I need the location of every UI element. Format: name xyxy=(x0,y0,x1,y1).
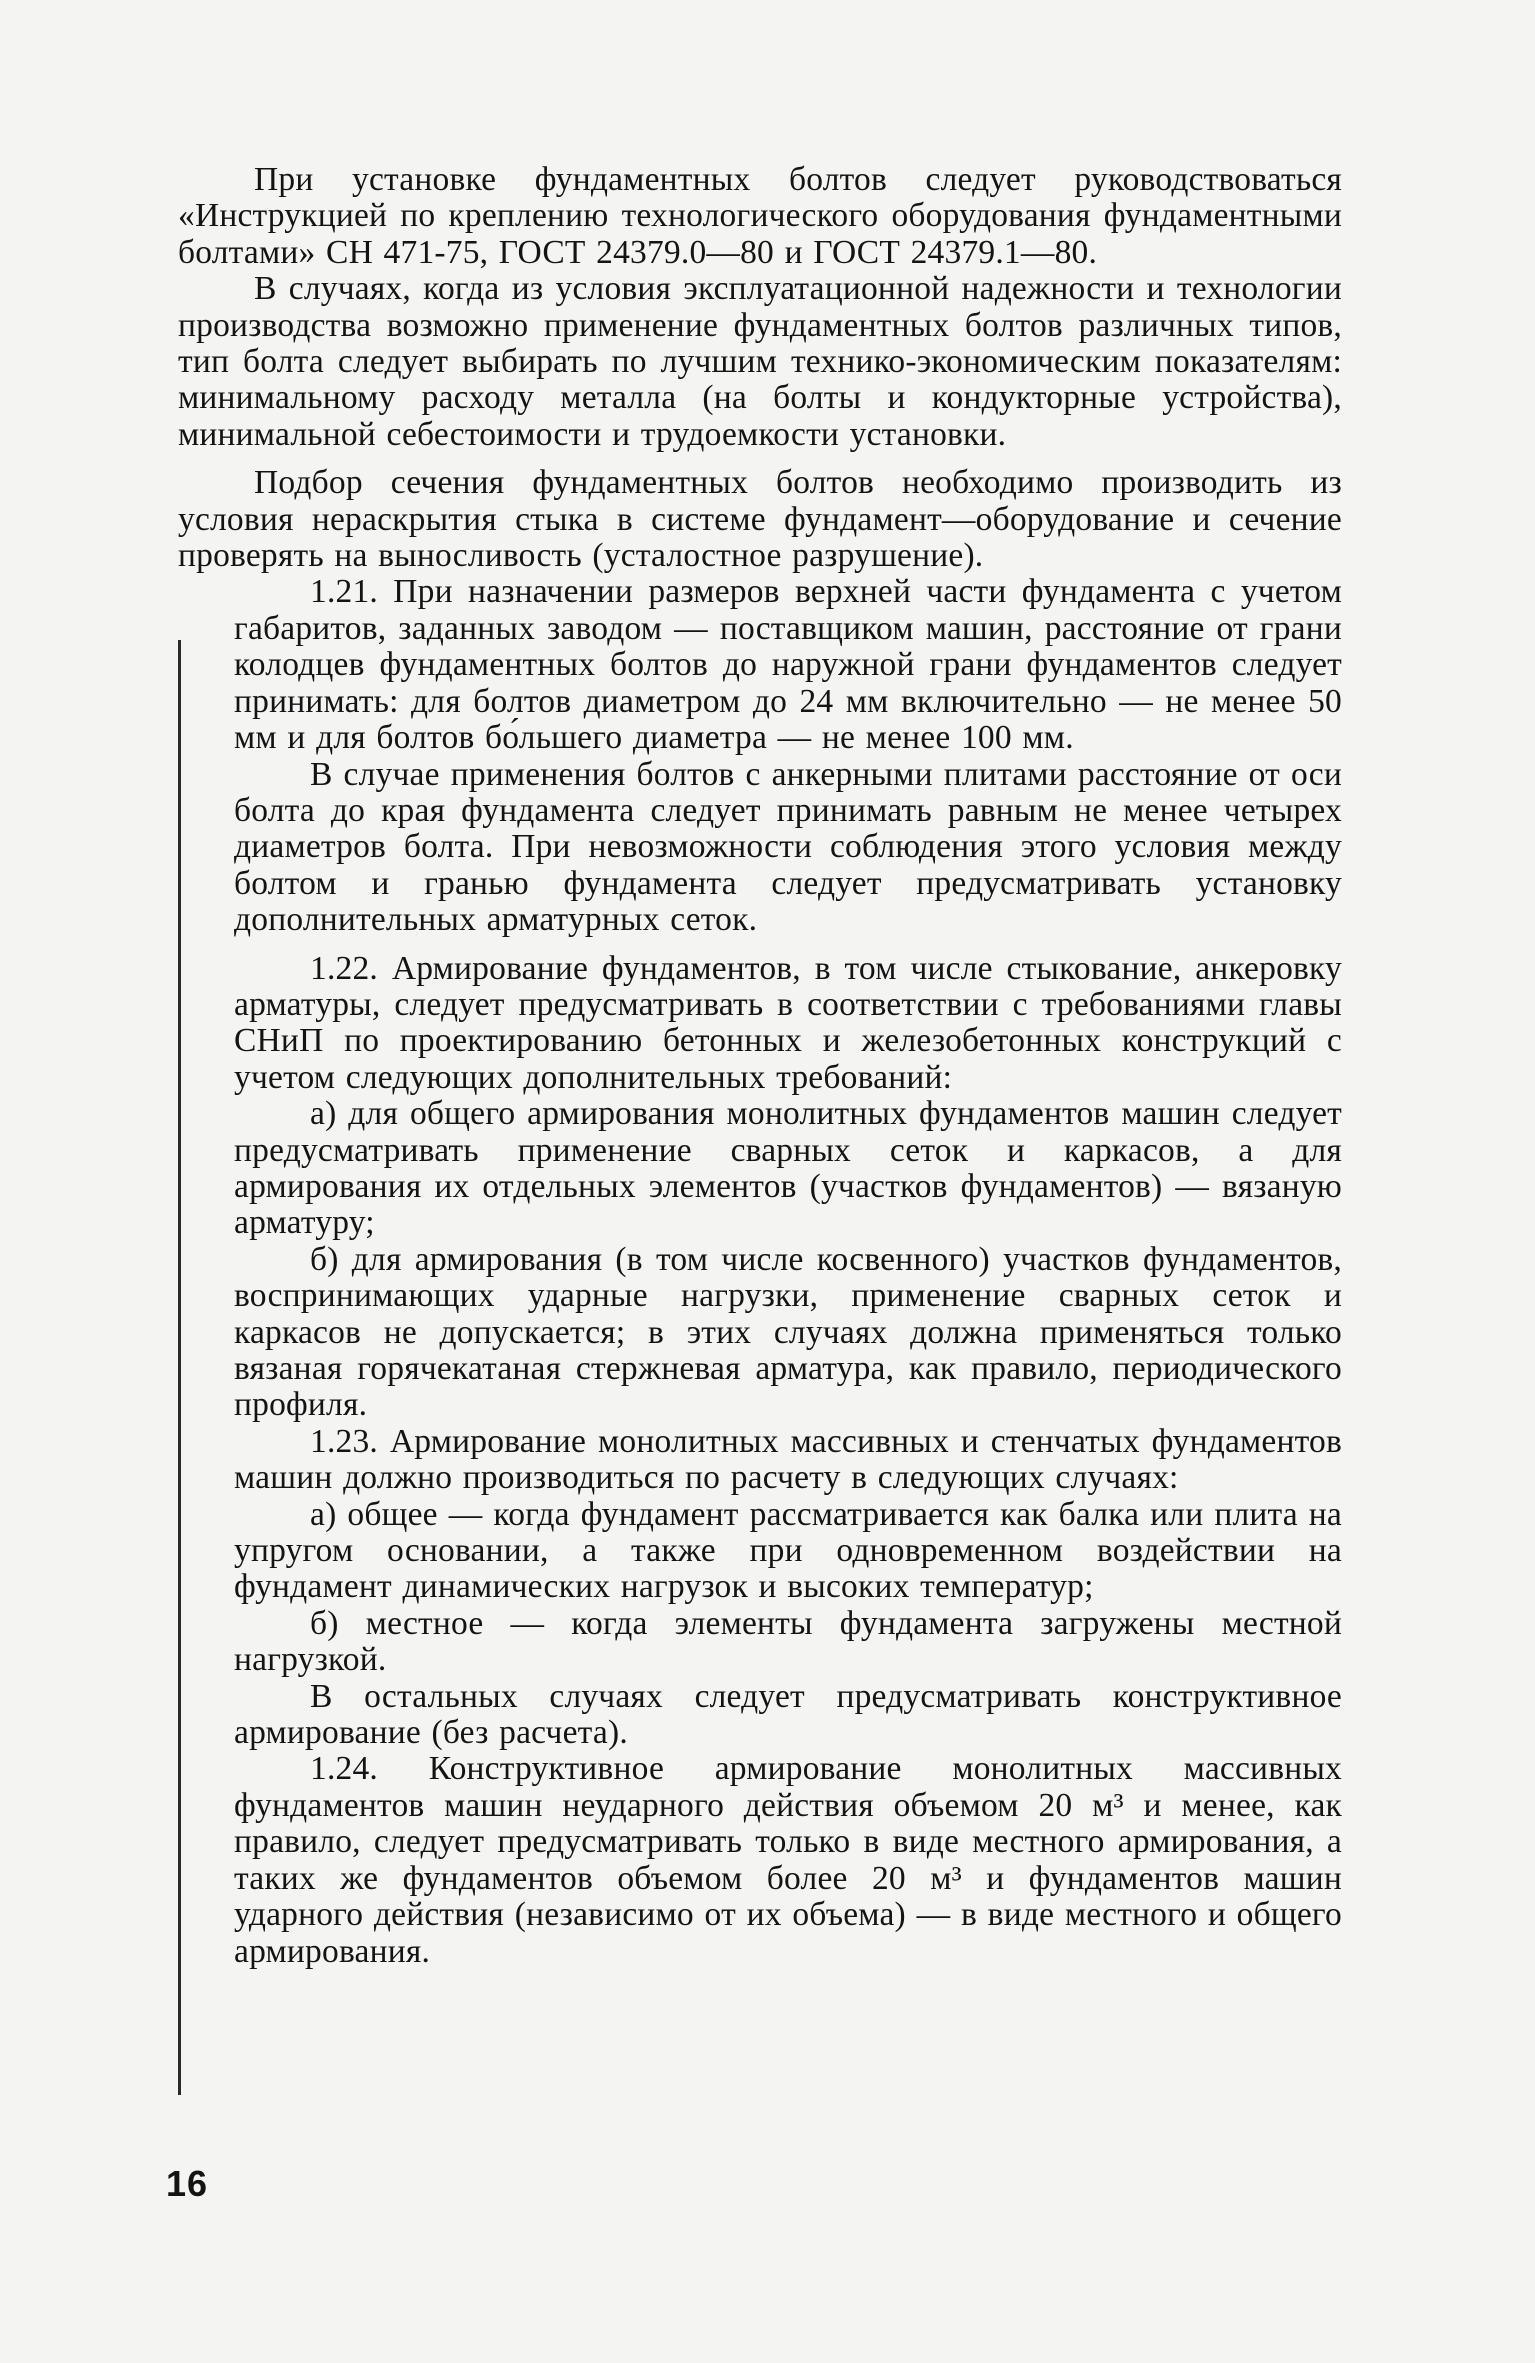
paragraph: Подбор сечения фундаментных болтов необходимо производить из условия нераскрытия стыка в системе фундамент—оборудование и сечение проверять на выносливость (усталостное разрушение). xyxy=(178,464,1342,575)
paragraph: 1.24. Конструктивное армирование монолитных массивных фундаментов машин неударного действия объемом 20 м³ и менее, как правило, следует предусматривать только в виде местного армирования, а таких же фундаментов объемом более 20 м³ и фундаментов машин ударного действия (независимо от их объема) — в виде местного и общего армирования. xyxy=(234,1750,1342,1970)
paragraph: б) для армирования (в том числе косвенного) участков фундаментов, воспринимающих ударные нагрузки, применение сварных сеток и каркасов не допускается; в этих случаях должна применяться только вязаная горячекатаная стержневая арматура, как правило, периодического профиля. xyxy=(234,1240,1342,1424)
paragraph: В остальных случаях следует предусматривать конструктивное армирование (без расчета). xyxy=(234,1677,1342,1752)
paragraph: 1.22. Армирование фундаментов, в том числе стыкование, анкеровку арматуры, следует предусматривать в соответствии с требованиями главы СНиП по проектированию бетонных и железобетонных конструкций с учетом следующих дополнительных требований: xyxy=(234,949,1342,1096)
paragraph: а) для общего армирования монолитных фундаментов машин следует предусматривать применение сварных сеток и каркасов, а для армирования их отдельных элементов (участков фундаментов) — вязаную арматуру; xyxy=(234,1095,1342,1242)
paragraph: б) местное — когда элементы фундамента загружены местной нагрузкой. xyxy=(234,1604,1342,1679)
paragraph: В случае применения болтов с анкерными плитами расстояние от оси болта до края фундамента следует принимать равным не менее четырех диаметров болта. При невозможности соблюдения этого условия между болтом и гранью фундамента следует предусматривать установку дополнительных арматурных сеток. xyxy=(234,755,1342,939)
paragraph: 1.23. Армирование монолитных массивных и стенчатых фундаментов машин должно производиться по расчету в следующих случаях: xyxy=(234,1422,1342,1497)
page-number: 16 xyxy=(166,2163,209,2204)
paragraph: В случаях, когда из условия эксплуатационной надежности и технологии производства возможно применение фундаментных болтов различных типов, тип болта следует выбирать по лучшим технико-экономическим показателям: минимальному расходу металла (на болты и кондукторные устройства), минимальной себестоимости и трудоемкости установки. xyxy=(178,270,1342,453)
paragraph: а) общее — когда фундамент рассматривается как балка или плита на упругом основании, а также при одновременном воздействии на фундамент динамических нагрузок и высоких температур; xyxy=(234,1495,1342,1606)
text-block xyxy=(178,162,1342,1970)
paragraph: 1.21. При назначении размеров верхней части фундамента с учетом габаритов, заданных заводом — поставщиком машин, расстояние от грани колодцев фундаментных болтов до наружной грани фундаментов следует принимать: для болтов диаметром до 24 мм включительно — не менее 50 мм и для болтов бо́льшего диаметра — не менее 100 мм. xyxy=(234,573,1342,757)
paragraph: При установке фундаментных болтов следует руководствоваться «Инструкцией по креплению технологического оборудования фундаментными болтами» СН 471-75, ГОСТ 24379.0—80 и ГОСТ 24379.1—80. xyxy=(178,161,1342,271)
